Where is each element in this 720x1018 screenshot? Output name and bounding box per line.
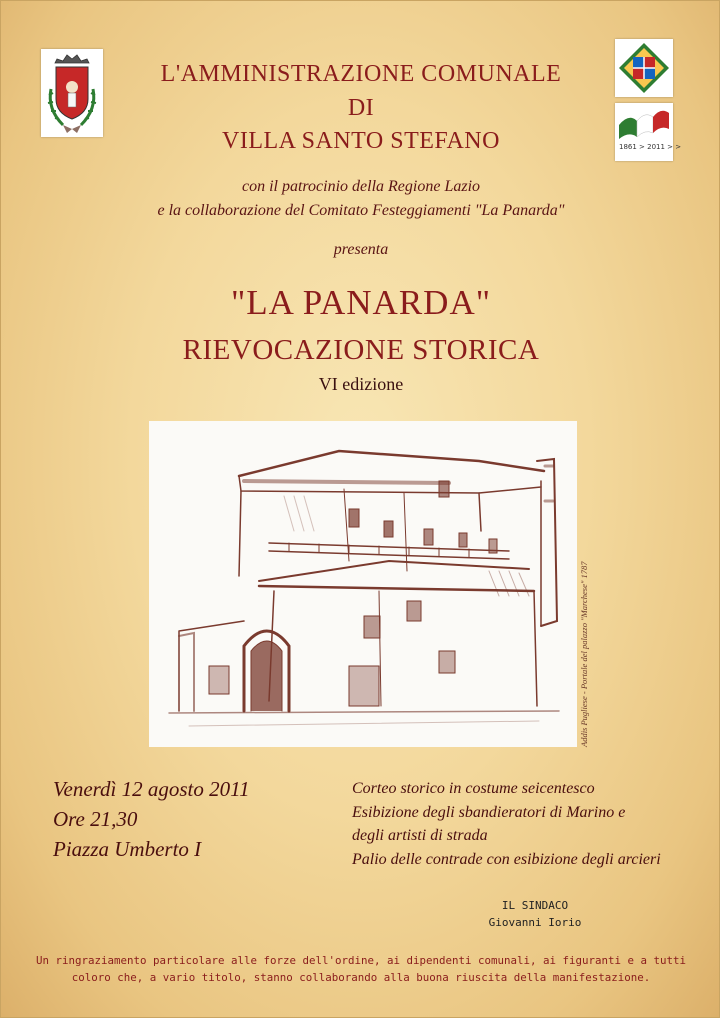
header-line-1: L'AMMINISTRAZIONE COMUNALE [160,61,562,87]
thanks-line-2: coloro che, a vario titolo, stanno collaborando alla buona riuscita della manifestazione. [71,971,651,984]
program-item: Palio delle contrade con esibizione degli arcieri [352,851,661,868]
signature-name: Giovanni Iorio [488,916,582,929]
palazzo-sketch [149,421,577,747]
event-edition: VI edizione [318,374,404,394]
sketch-credit: Addis Pugliese - Portale del palazzo "Marchese" 1787 [579,561,589,747]
event-time: Ore 21,30 [53,807,138,831]
event-date: Venerdì 12 agosto 2011 [53,777,250,801]
program-item: degli artisti di strada [352,827,488,844]
event-title: "LA PANARDA" [230,283,492,322]
thanks-line-1: Un ringraziamento particolare alle forze dell'ordine, ai dipendenti comunali, ai figuranti e a tutti [35,954,687,967]
presents-label: presenta [333,241,389,258]
event-subtitle: RIEVOCAZIONE STORICA [182,334,540,366]
signature-role: IL SINDACO [501,899,569,912]
collaboration-line: e la collaborazione del Comitato Festeggiamenti "La Panarda" [157,202,565,219]
patronage-line: con il patrocinio della Regione Lazio [241,178,481,195]
program-item: Corteo storico in costume seicentesco [352,780,595,797]
header-town-name: VILLA SANTO STEFANO [222,128,500,154]
logo-years-text: 1861 > 2011 > > [619,143,682,151]
program-item: Esibizione degli sbandieratori di Marino e [352,804,626,821]
event-place: Piazza Umberto I [53,837,202,861]
header-line-2: DI [347,95,375,121]
